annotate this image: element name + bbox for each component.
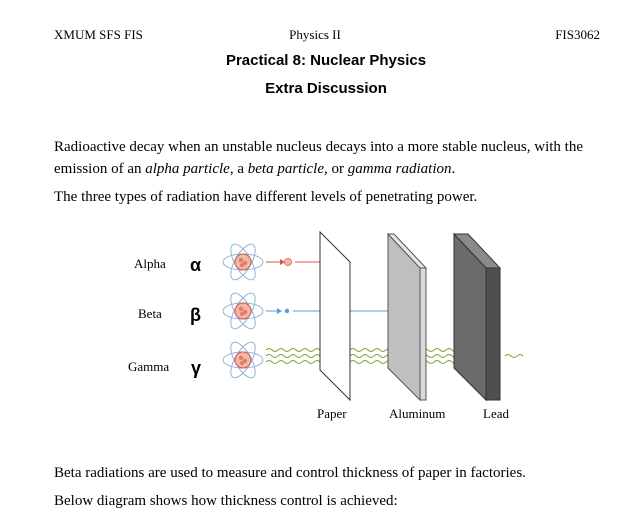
paragraph-beta-application: Beta radiations are used to measure and control thickness of paper in factories. — [54, 465, 526, 481]
lead-label: Lead — [483, 406, 509, 421]
paper-label: Paper — [317, 406, 347, 421]
atom-icon — [223, 290, 263, 333]
penetration-diagram — [110, 222, 540, 432]
header-subject: Physics II — [289, 27, 341, 42]
paper-barrier — [320, 232, 350, 400]
gamma-symbol: γ — [191, 358, 202, 378]
aluminum-label: Aluminum — [389, 406, 446, 421]
beta-symbol: β — [190, 305, 201, 325]
aluminum-barrier — [388, 234, 426, 400]
page-subtitle: Extra Discussion — [265, 80, 387, 97]
gamma-label: Gamma — [128, 359, 170, 374]
alpha-label: Alpha — [134, 256, 166, 271]
beta-label: Beta — [138, 306, 162, 321]
beta-particle-term: beta particle — [247, 161, 324, 177]
atom-icon — [223, 339, 263, 382]
alpha-symbol: α — [190, 255, 202, 275]
paragraph-penetrating-power: The three types of radiation have different levels of penetrating power. — [54, 189, 478, 205]
alpha-particle-term: alpha particle — [145, 161, 230, 177]
page-title: Practical 8: Nuclear Physics — [225, 52, 427, 69]
header-course-code-right: FIS3062 — [555, 27, 600, 42]
lead-barrier — [454, 234, 500, 400]
paragraph-radioactive-decay: Radioactive decay when an unstable nucleus decays into a more stable nucleus, with the emission of an alpha particle, a beta particle, or gamma radiation. — [54, 139, 583, 177]
header-course-code-left: XMUM SFS FIS — [54, 27, 143, 42]
gamma-radiation-term: gamma radiation — [347, 161, 452, 177]
paragraph-diagram-intro: Below diagram shows how thickness control is achieved: — [54, 493, 398, 509]
atom-icon — [223, 241, 263, 284]
